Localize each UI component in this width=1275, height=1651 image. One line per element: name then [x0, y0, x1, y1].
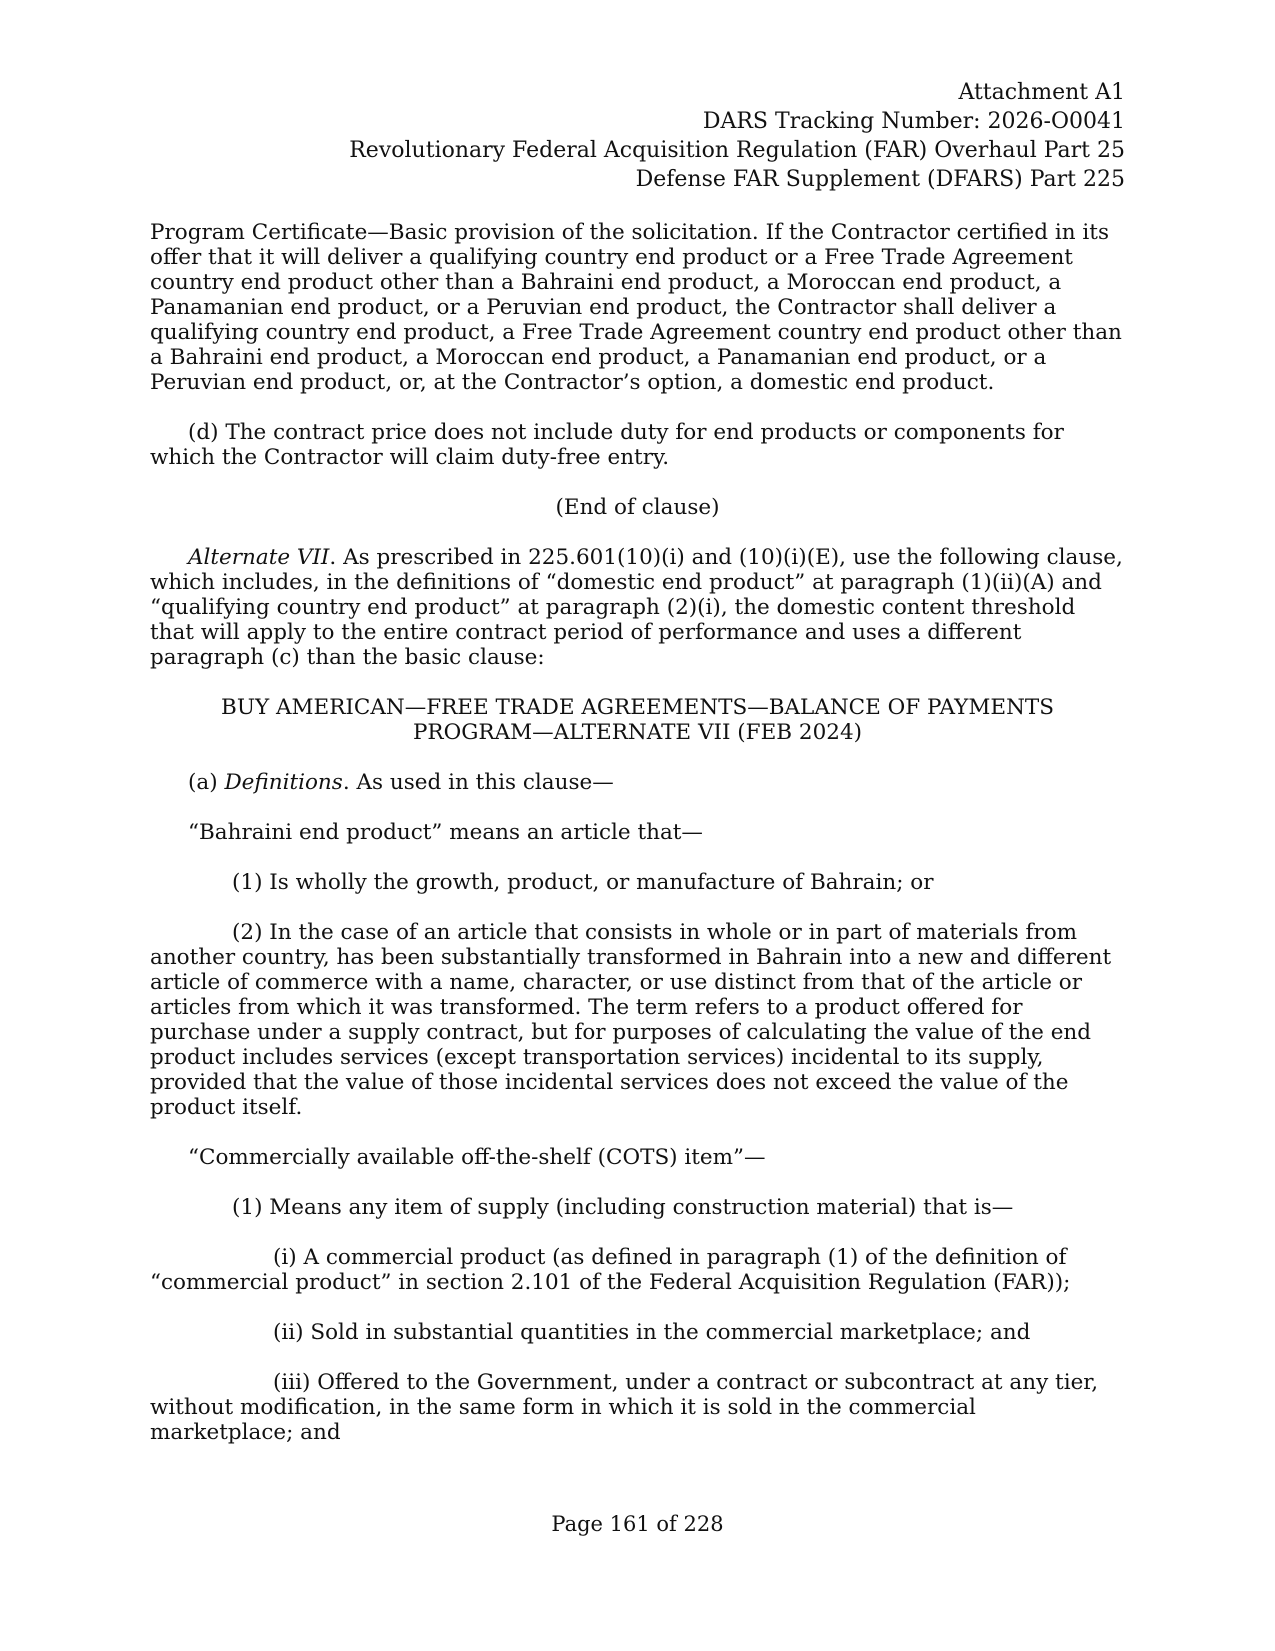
alternate-vii-text: . As prescribed in 225.601(10)(i) and (10)(i)(E), use the following clause, which includes, in the definitions of “domestic end product” at paragraph (1)(ii)(A) and “qualifying country end product” at paragraph (2)(i), the domestic content threshold that will apply to the entire contract period of performance and uses a different paragraph (c) than the basic clause:: [150, 545, 1123, 670]
alternate-vii-paragraph: [150, 545, 1125, 670]
paragraph-d: (d) The contract price does not include duty for end products or components for which the Contractor will claim duty-free entry.: [150, 420, 1064, 470]
paragraph-continuation: Program Certificate—Basic provision of the solicitation. If the Contractor certified in its offer that it will deliver a qualifying country end product or a Free Trade Agreement country end product other than a Bahraini end product, a Moroccan end product, a Panamanian end product, or a Peruvian end product, the Contractor shall deliver a qualifying country end product, a Free Trade Agreement country end product other than a Bahraini end product, a Moroccan end product, a Panamanian end product, or a Peruvian end product, or, at the Contractor’s option, a domestic end product.: [150, 220, 1122, 395]
clause-title-line-1: BUY AMERICAN—FREE TRADE AGREEMENTS—BALANCE OF PAYMENTS: [221, 695, 1054, 720]
document-header: [150, 78, 1125, 194]
header-far-part: Revolutionary Federal Acquisition Regulation (FAR) Overhaul Part 25: [349, 138, 1125, 163]
end-of-clause: (End of clause): [555, 495, 720, 520]
cots-item-i: (i) A commercial product (as defined in paragraph (1) of the definition of “commercial product” in section 2.101 of the Federal Acquisition Regulation (FAR));: [150, 1245, 1071, 1295]
cots-item-1: (1) Means any item of supply (including construction material) that is—: [232, 1195, 1014, 1220]
cots-item-ii: (ii) Sold in substantial quantities in the commercial marketplace; and: [273, 1320, 1031, 1345]
definitions-prefix: (a): [188, 770, 225, 795]
definitions-paragraph: [150, 770, 1125, 795]
document-page: [150, 78, 1125, 1445]
page-number: Page 161 of 228: [551, 1512, 724, 1536]
clause-title: [150, 695, 1125, 745]
cots-item-iii: (iii) Offered to the Government, under a contract or subcontract at any tier, without modification, in the same form in which it is sold in the commercial marketplace; and: [150, 1370, 1099, 1445]
definitions-text: . As used in this clause—: [342, 770, 614, 795]
alternate-vii-label: Alternate VII: [188, 545, 330, 570]
bahraini-definition: “Bahraini end product” means an article that—: [188, 820, 703, 845]
header-attachment: Attachment A1: [958, 80, 1125, 105]
definitions-label: Definitions: [224, 770, 343, 795]
cots-definition: “Commercially available off-the-shelf (COTS) item”—: [188, 1145, 766, 1170]
header-dfars-part: Defense FAR Supplement (DFARS) Part 225: [635, 167, 1125, 192]
header-tracking-number: DARS Tracking Number: 2026-O0041: [702, 109, 1125, 134]
bahraini-item-1: (1) Is wholly the growth, product, or manufacture of Bahrain; or: [232, 870, 934, 895]
bahraini-item-2: (2) In the case of an article that consists in whole or in part of materials from another country, has been substantially transformed in Bahrain into a new and different article of commerce with a name, character, or use distinct from that of the article or articles from which it was transformed. The term refers to a product offered for purchase under a supply contract, but for purposes of calculating the value of the end product includes services (except transportation services) incidental to its supply, provided that the value of those incidental services does not exceed the value of the product itself.: [150, 920, 1112, 1120]
clause-title-line-2: PROGRAM—ALTERNATE VII (FEB 2024): [412, 720, 863, 745]
